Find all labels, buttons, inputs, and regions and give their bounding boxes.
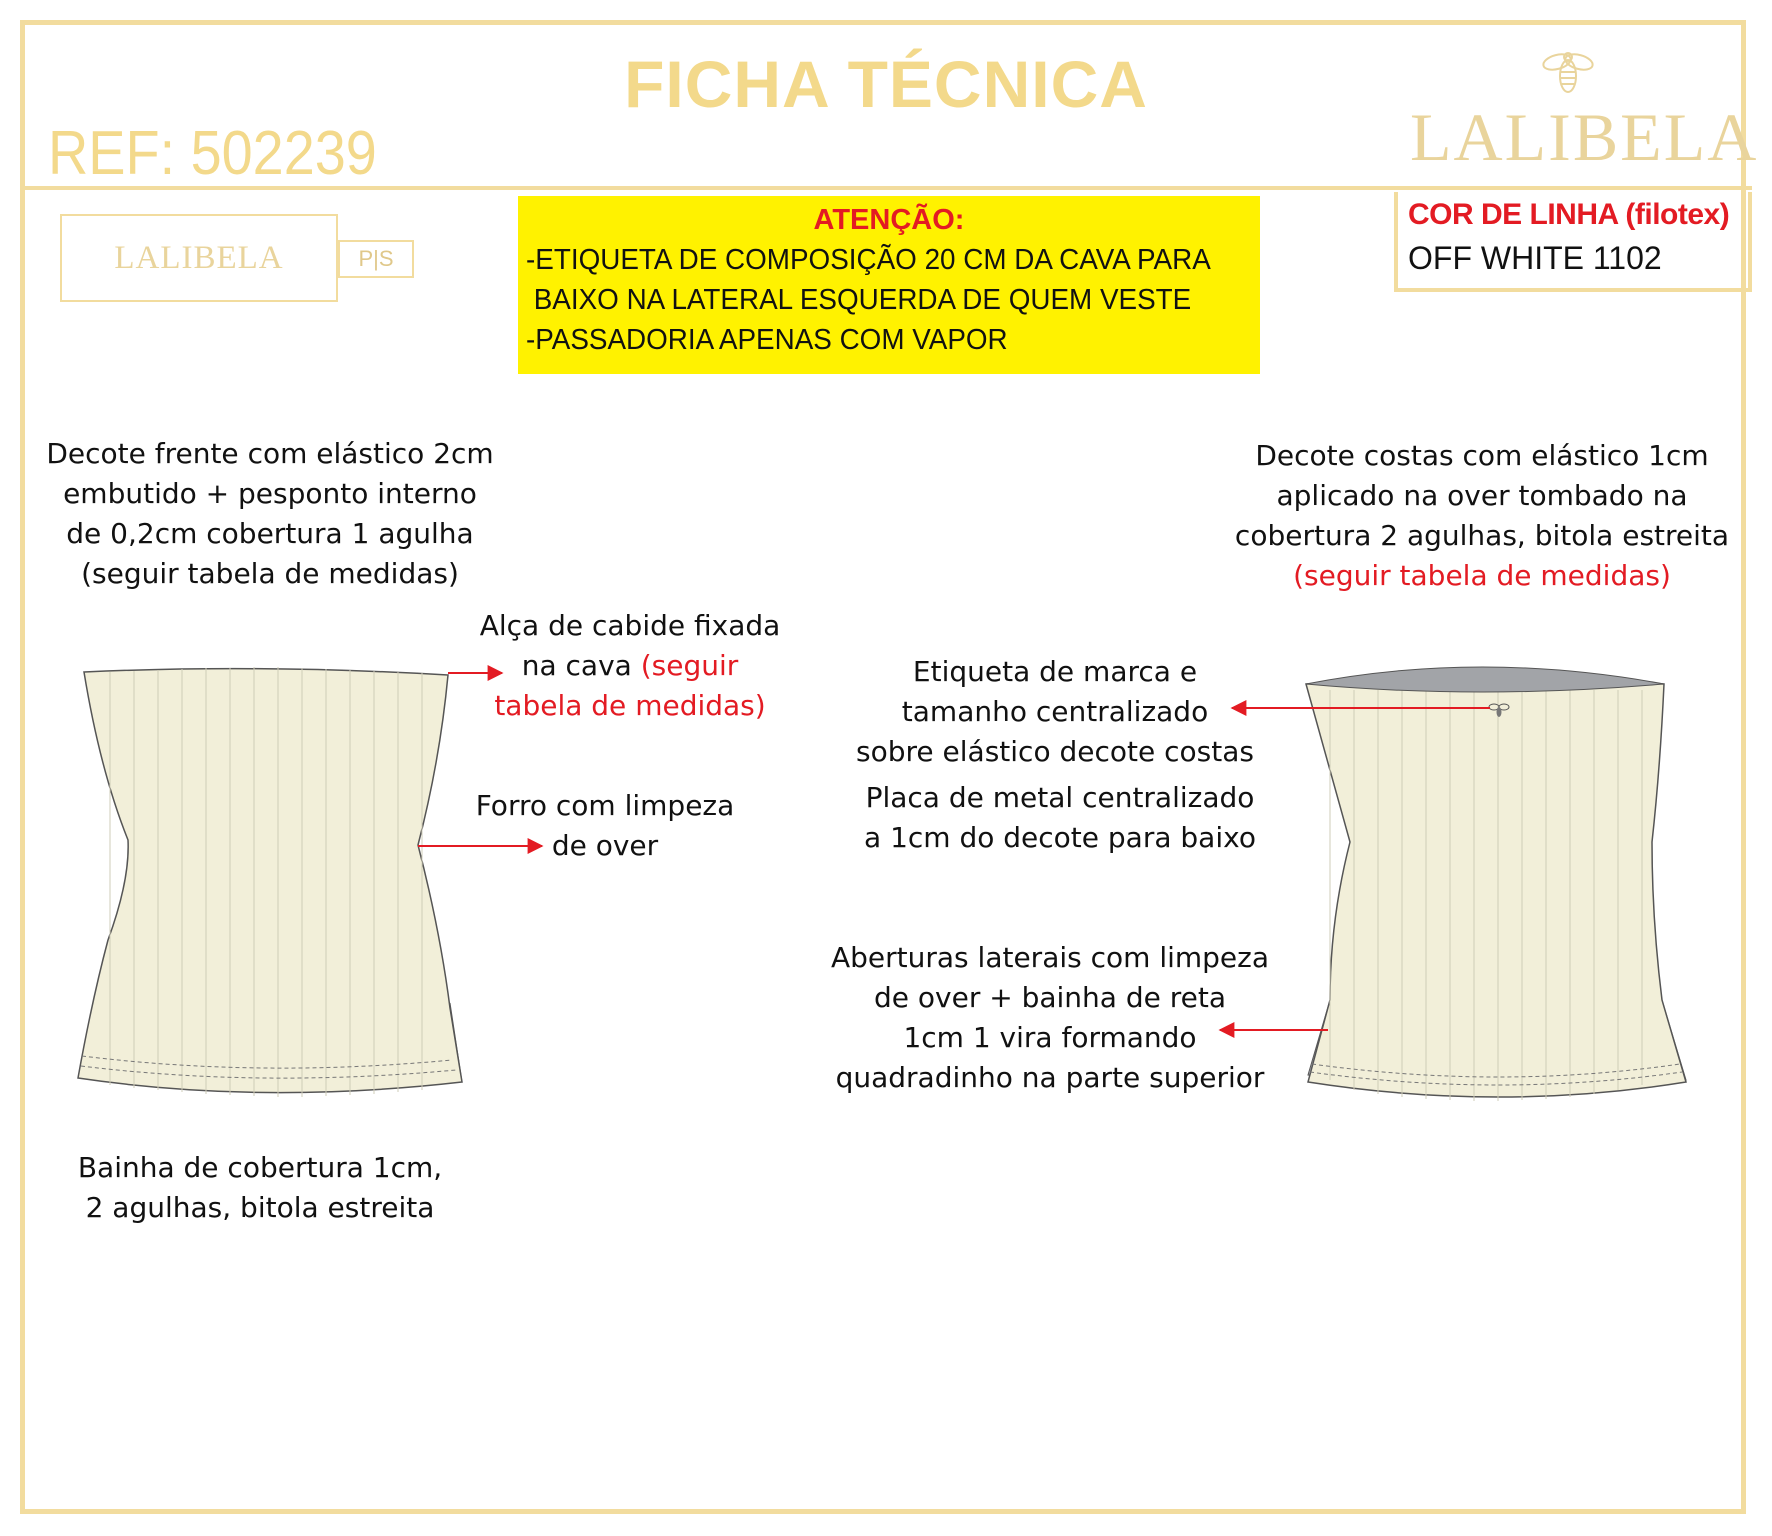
brand-label-sample: LALIBELA (60, 214, 338, 302)
back-garment-drawing (1306, 667, 1686, 1101)
note-brand-label: Etiqueta de marca e tamanho centralizado sobre elástico decote costas (856, 655, 1254, 768)
thread-color-title: COR DE LINHA (filotex) (1408, 198, 1730, 231)
size-label-sample: P|S (338, 240, 414, 278)
note-metal-plate: Placa de metal centralizado a 1cm do decote para baixo (864, 781, 1256, 854)
note-front-hem: Bainha de cobertura 1cm, 2 agulhas, bitola estreita (77, 1151, 443, 1224)
attention-line: -ETIQUETA DE COMPOSIÇÃO 20 CM DA CAVA PARA (526, 244, 1211, 276)
thread-color-value: OFF WHITE 1102 (1408, 240, 1662, 276)
front-body (78, 669, 462, 1093)
attention-line: BAIXO NA LATERAL ESQUERDA DE QUEM VESTE (526, 284, 1192, 316)
brand-logo: LALIBELA (1410, 99, 1759, 175)
page-title: FICHA TÉCNICA (624, 47, 1148, 121)
reference-code: REF: 502239 (48, 119, 377, 188)
note-side-openings: Aberturas laterais com limpeza de over + bainha de reta 1cm 1 vira formando quadradinho na parte superior (830, 941, 1270, 1094)
attention-line: -PASSADORIA APENAS COM VAPOR (526, 324, 1008, 356)
attention-title: ATENÇÃO: (813, 204, 965, 236)
back-neckline-inner (1306, 667, 1664, 692)
note-lining: Forro com limpeza de over (475, 789, 735, 862)
note-hanger-loop: Alça de cabide fixada na cava (seguir tabela de medidas) (479, 609, 781, 722)
front-garment-drawing (78, 667, 462, 1097)
note-back-neckline: Decote costas com elástico 1cm aplicado na over tombado na cobertura 2 agulhas, bitola estreita (seguir tabela de medidas) (1234, 439, 1730, 592)
note-front-neckline: Decote frente com elástico 2cm embutido + pesponto interno de 0,2cm cobertura 1 agulha (seguir tabela de medidas) (46, 437, 494, 590)
back-body (1306, 678, 1686, 1097)
